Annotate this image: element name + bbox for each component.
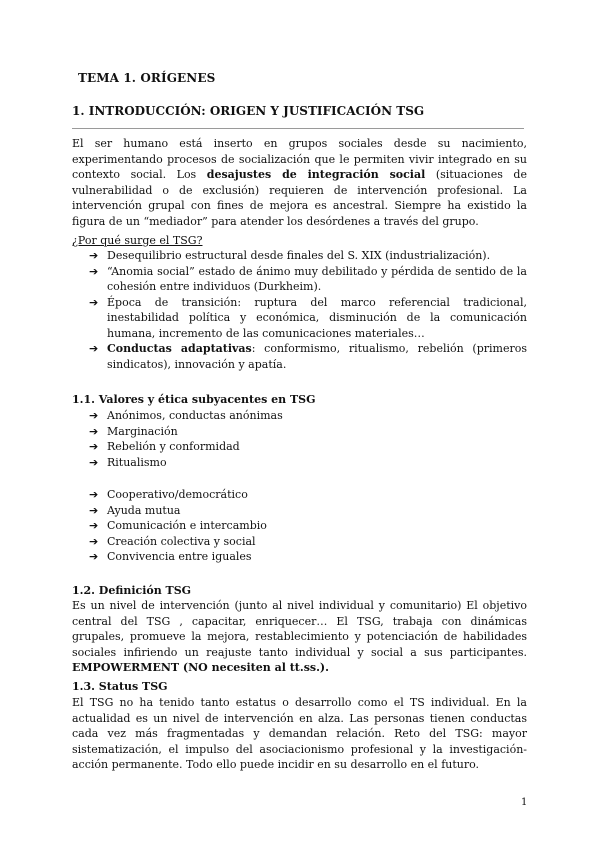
list-item-bold: Conductas adaptativas: [107, 342, 252, 355]
list-item: [89, 408, 527, 424]
right-arrow-icon: ➔: [89, 295, 99, 309]
list-item-text: Marginación: [107, 424, 178, 438]
intro-bold-term: desajustes de integración social: [206, 168, 426, 181]
list-item-text: Anónimos, conductas anónimas: [107, 409, 283, 422]
subsection-heading-valores: 1.1. Valores y ética subyacentes en TSG: [72, 393, 316, 406]
right-arrow-icon: ➔: [89, 503, 99, 517]
list-item-text: Comunicación e intercambio: [107, 519, 267, 532]
heading-divider: [72, 128, 524, 129]
subsection-heading-definicion: 1.2. Definición TSG: [72, 584, 192, 597]
right-arrow-icon: ➔: [89, 455, 99, 469]
list-item: [89, 341, 527, 372]
right-arrow-icon: ➔: [89, 264, 99, 278]
right-arrow-icon: ➔: [89, 550, 99, 563]
list-item-text: Rebelión y conformidad: [107, 440, 240, 453]
list-item: [89, 549, 527, 565]
list-item-text: “Anomia social” estado de ánimo muy debilitado y pérdida de sentido de la cohesión entre individuos (Durkheim).: [107, 264, 527, 293]
list-item: [89, 439, 527, 455]
page-title: TEMA 1. ORÍGENES: [78, 71, 216, 85]
definition-bold: EMPOWERMENT (NO necesiten al tt.ss.).: [72, 661, 329, 674]
subsection-heading-status: 1.3. Status TSG: [72, 680, 168, 693]
list-item: [89, 518, 527, 534]
list-item: [89, 295, 527, 342]
list-item-text: Desequilibrio estructural desde finales del S. XIX (industrialización).: [107, 249, 491, 262]
right-arrow-icon: ➔: [89, 488, 99, 501]
right-arrow-icon: ➔: [89, 249, 99, 262]
right-arrow-icon: ➔: [89, 519, 99, 532]
list-item-text: Convivencia entre iguales: [107, 550, 252, 563]
why-question: ¿Por qué surge el TSG?: [72, 234, 203, 247]
list-item: [89, 264, 527, 295]
values-list-b: [89, 487, 527, 565]
values-list-a: [89, 408, 527, 470]
intro-text-1: El ser humano está inserto en grupos sociales desde su nacimiento, experimentando procesos de socialización que le permiten vivir integrado en su contexto social. Los: [72, 137, 527, 181]
status-paragraph: El TSG no ha tenido tanto estatus o desarrollo como el TS individual. En la actualidad es un nivel de intervención en alza. Las personas tienen conductas cada vez más fragmentadas y demandan relación. Reto del TSG: mayor sistematización, el impulso del asociacionismo profesional y la investigación-acción permanente. Todo ello puede incidir en su desarrollo en el futuro.: [72, 696, 527, 771]
right-arrow-icon: ➔: [89, 409, 99, 422]
list-item-text: Creación colectiva y social: [107, 534, 256, 548]
list-item: [89, 503, 527, 519]
list-item: [89, 487, 527, 503]
list-item: [89, 534, 527, 550]
section-heading-introduccion: 1. INTRODUCCIÓN: ORIGEN Y JUSTIFICACIÓN TSG: [72, 104, 425, 118]
right-arrow-icon: ➔: [89, 424, 99, 438]
list-item: [89, 424, 527, 440]
list-item-text: Época de transición: ruptura del marco referencial tradicional, inestabilidad política y económica, disminución de la comunicación humana, incremento de las comunicaciones materiales…: [107, 295, 527, 340]
definition-paragraph: [72, 598, 527, 676]
intro-paragraph: [72, 136, 527, 229]
right-arrow-icon: ➔: [89, 440, 99, 453]
list-item-text: Ritualismo: [107, 455, 167, 469]
right-arrow-icon: ➔: [89, 534, 99, 548]
list-item: [89, 455, 527, 471]
right-arrow-icon: ➔: [89, 342, 99, 355]
list-item: [89, 248, 527, 264]
why-list: [89, 248, 527, 372]
list-item-text: : conformismo, ritualismo, rebelión (primeros sindicatos), innovación y apatía.: [107, 342, 527, 371]
page-number: 1: [521, 797, 528, 808]
definition-text: Es un nivel de intervención (junto al nivel individual y comunitario) El objetivo central del TSG , capacitar, enriquecer… El TSG, trabaja con dinámicas grupales, promueve la mejora, restablecimiento y potenciación de habilidades sociales infiriendo un reajuste tanto individual y social a sus participantes.: [72, 599, 527, 659]
list-item-text: Cooperativo/democrático: [107, 488, 248, 501]
list-item-text: Ayuda mutua: [107, 503, 181, 517]
intro-text-2: (situaciones de vulnerabilidad o de exclusión) requieren de intervención profesional. La intervención grupal con fines de mejora es ancestral. Siempre ha existido la figura de un “mediador” para atender los desórdenes a través del grupo.: [72, 168, 527, 228]
